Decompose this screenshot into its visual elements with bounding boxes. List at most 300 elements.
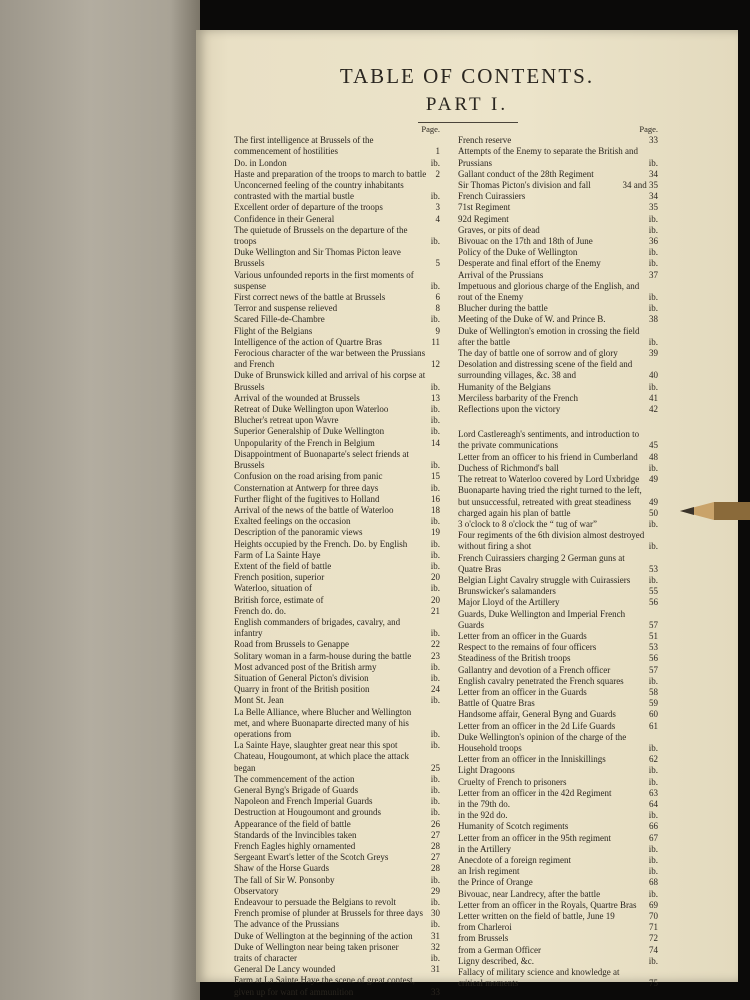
toc-entry — [234, 539, 440, 550]
toc-entry-title: Fallacy of military science and knowledge at critical moments — [458, 967, 620, 989]
toc-entry-page: 20 — [431, 594, 440, 605]
toc-entry-title: Various unfounded reports in the first moments of suspense — [234, 269, 414, 291]
toc-entry — [458, 788, 658, 799]
toc-entry-page: 6 — [435, 292, 440, 303]
toc-entry — [234, 751, 440, 773]
toc-entry-title: Haste and preparation of the troops to march to battle — [234, 168, 427, 179]
toc-entry — [234, 483, 440, 494]
toc-entry-title: 71st Regiment — [458, 202, 511, 213]
toc-entry — [458, 765, 658, 776]
toc-entry-title: General Byng's Brigade of Guards — [234, 784, 359, 795]
toc-entry-title: Waterloo, situation of — [234, 583, 313, 594]
toc-entry — [458, 326, 658, 348]
toc-entry-title: Most advanced post of the British army — [234, 661, 377, 672]
toc-entry — [458, 485, 658, 507]
toc-entry-page: 22 — [431, 639, 440, 650]
toc-entry-page: 37 — [649, 269, 658, 280]
toc-entry-page: 49 — [649, 474, 658, 485]
toc-entry — [234, 314, 440, 325]
toc-entry — [234, 852, 440, 863]
toc-entry-page: 12 — [431, 359, 440, 370]
toc-entry — [458, 519, 658, 530]
toc-entry-page: 61 — [649, 720, 658, 731]
toc-entry-page: 42 — [649, 404, 658, 415]
toc-entry-title: French reserve — [458, 135, 512, 146]
toc-entry-title: Merciless barbarity of the French — [458, 392, 578, 403]
toc-entry-page: ib. — [648, 462, 658, 473]
toc-entry-page: ib. — [430, 426, 440, 437]
toc-entry — [234, 707, 440, 741]
toc-entry-page: 24 — [431, 684, 440, 695]
toc-entry-title: French position, superior — [234, 572, 325, 583]
toc-entry-title: French Eagles highly ornamented — [234, 841, 356, 851]
toc-entry-title: Ferocious character of the war between the Prussians and French — [234, 348, 426, 370]
toc-entry-title: Sergeant Ewart's letter of the Scotch Greys — [234, 852, 389, 863]
toc-entry-title: Respect to the remains of four officers — [458, 642, 597, 653]
toc-entry-page: 14 — [431, 437, 440, 448]
toc-entry — [234, 942, 440, 953]
toc-entry-page: ib. — [648, 955, 658, 966]
toc-entry — [458, 180, 658, 191]
toc-entry-title: Intelligence of the action of Quartre Bras — [234, 336, 382, 347]
toc-entry-title: Desolation and distressing scene of the field and surrounding villages, &c. 38 and — [458, 359, 633, 381]
toc-entry-page: ib. — [648, 518, 658, 529]
page-column-label: Page. — [639, 124, 658, 134]
toc-entry-title: 3 o'clock to 8 o'clock the “ tug of war” — [458, 518, 597, 529]
toc-entry-page: 26 — [431, 818, 440, 829]
toc-entry — [458, 404, 658, 415]
toc-entry-title: Further flight of the fugitives to Holland — [234, 493, 380, 504]
toc-entry-title: Excellent order of departure of the troops — [234, 202, 383, 213]
toc-entry — [234, 572, 440, 583]
toc-entry-title: Letter from an officer in the Guards — [458, 686, 587, 697]
toc-entry — [458, 676, 658, 687]
toc-entry-page: ib. — [430, 314, 440, 325]
toc-entry-page: 49 — [649, 496, 658, 507]
toc-entry-page: ib. — [648, 843, 658, 854]
toc-entry — [458, 258, 658, 269]
toc-entry — [458, 553, 658, 575]
toc-entry-page: 28 — [431, 863, 440, 874]
toc-entry — [458, 866, 658, 877]
contents-column-right — [458, 124, 658, 989]
toc-entry-page: ib. — [648, 541, 658, 552]
toc-entry — [234, 785, 440, 796]
toc-entry-page: 8 — [435, 303, 440, 314]
toc-entry-title: in the 92d do. — [458, 810, 508, 821]
toc-entry-page: 13 — [431, 392, 440, 403]
toc-entry-title: the Prince of Orange — [458, 877, 533, 888]
toc-entry-page: 27 — [431, 829, 440, 840]
toc-entry-title: Humanity of the Belgians — [458, 381, 551, 392]
toc-entry — [234, 819, 440, 830]
toc-entry-title: Humanity of Scotch regiments — [458, 821, 569, 832]
toc-entry-title: an Irish regiment — [458, 866, 520, 877]
toc-entry-title: Attempts of the Enemy to separate the British and Prussians — [458, 146, 638, 168]
toc-entry-title: French Cuirassiers — [458, 191, 526, 202]
toc-entry-title: Appearance of the field of battle — [234, 818, 351, 829]
toc-entry — [458, 191, 658, 202]
toc-entry — [458, 777, 658, 788]
toc-entry — [458, 810, 658, 821]
toc-entry — [458, 732, 658, 754]
toc-entry — [234, 169, 440, 180]
title-rule — [418, 122, 518, 123]
toc-entry-title: Duke of Wellington at the beginning of the action — [234, 930, 413, 941]
toc-entry-page: ib. — [648, 574, 658, 585]
toc-entry — [234, 919, 440, 930]
toc-entry-page: 48 — [649, 451, 658, 462]
toc-entry-title: Flight of the Belgians — [234, 325, 313, 336]
toc-entry-title: Standards of the Invincibles taken — [234, 829, 357, 840]
toc-entry — [234, 449, 440, 471]
toc-entry-page: 32 — [431, 941, 440, 952]
toc-entry-title: The day of battle one of sorrow and of glory — [458, 348, 618, 359]
toc-entry — [234, 774, 440, 785]
toc-entry-page: 34 — [649, 168, 658, 179]
toc-entry-title: Cruelty of French to prisoners — [458, 776, 567, 787]
toc-entry-title: Disappointment of Buonaparte's select friends at Brussels — [234, 448, 409, 471]
toc-entry-page: ib. — [430, 773, 440, 784]
toc-entry — [458, 799, 658, 810]
toc-entry — [458, 508, 658, 519]
toc-entry-page: ib. — [648, 855, 658, 865]
toc-entry-page: 30 — [431, 908, 440, 919]
toc-entry — [458, 429, 658, 451]
toc-entry-title: Observatory — [234, 885, 279, 896]
toc-entry-page: 38 — [649, 314, 658, 325]
toc-entry-page: ib. — [430, 919, 440, 930]
toc-entry — [234, 796, 440, 807]
toc-entry-title: Retreat of Duke Wellington upon Waterloo — [234, 404, 389, 415]
toc-entry-title: The quietude of Brussels on the departure of the troops — [234, 224, 408, 247]
toc-entry — [458, 956, 658, 967]
toc-entry — [234, 158, 440, 169]
toc-entry-page: ib. — [430, 280, 440, 291]
toc-entry — [234, 326, 440, 337]
toc-entry-title: Road from Brussels to Genappe — [234, 639, 349, 650]
toc-entry — [458, 382, 658, 393]
toc-entry — [234, 438, 440, 449]
toc-entry-title: Duke Wellington and Sir Thomas Picton leave Brussels — [234, 247, 401, 269]
toc-entry-title: Gallant conduct of the 28th Regiment — [458, 168, 594, 179]
toc-entry-title: Arrival of the news of the battle of Waterloo — [234, 504, 394, 515]
toc-entry-title: Buonaparte having tried the right turned to the left, but unsuccessful, retreated with great steadiness — [458, 485, 642, 507]
toc-entry-page: ib. — [648, 224, 658, 235]
toc-entry-title: Gallantry and devotion of a French officer — [458, 664, 611, 675]
toc-entry — [458, 214, 658, 225]
toc-entry-page: ib. — [648, 258, 658, 269]
toc-entry — [234, 505, 440, 516]
toc-entry-page: 56 — [649, 597, 658, 608]
toc-entry-title: Shaw of the Horse Guards — [234, 863, 329, 874]
toc-entry-title: British force, estimate of — [234, 594, 324, 605]
toc-entry-title: Guards, Duke Wellington and Imperial French Guards — [458, 608, 626, 630]
toc-entry-title: Anecdote of a foreign regiment — [458, 855, 571, 865]
toc-entry — [458, 922, 658, 933]
toc-entry-page: ib. — [648, 381, 658, 392]
toc-entry-page: 63 — [649, 787, 658, 798]
toc-entry — [458, 359, 658, 381]
toc-entry-title: Farm of La Sainte Haye — [234, 549, 321, 560]
toc-entry — [458, 754, 658, 765]
toc-entry-title: Brunswicker's salamanders — [458, 586, 556, 597]
toc-entry-title: Steadiness of the British troops — [458, 653, 571, 664]
toc-entry-title: Letter from an officer in the 2d Life Guards — [458, 720, 616, 731]
page-column-label: Page. — [421, 124, 440, 134]
toc-entry-page: ib. — [648, 742, 658, 753]
toc-entry-page: 57 — [649, 619, 658, 630]
toc-entry-page: 29 — [431, 885, 440, 896]
toc-entry — [234, 404, 440, 415]
toc-entry-page: 75 — [649, 978, 658, 989]
toc-entry — [458, 900, 658, 911]
toc-entry-title: Napoleon and French Imperial Guards — [234, 796, 373, 807]
toc-entry — [458, 687, 658, 698]
toc-entry — [458, 631, 658, 642]
toc-entry-title: 92d Regiment — [458, 213, 509, 224]
toc-entry — [234, 695, 440, 706]
toc-entry — [458, 236, 658, 247]
toc-entry — [234, 651, 440, 662]
toc-entry-title: Duke of Wellington near being taken prisoner — [234, 941, 399, 952]
toc-entry-page: ib. — [648, 303, 658, 314]
pencil-tip-icon — [680, 500, 750, 522]
toc-entry-page: 45 — [649, 440, 658, 451]
toc-entry-title: Confidence in their General — [234, 213, 335, 224]
toc-entry — [458, 225, 658, 236]
toc-entry-page: ib. — [430, 191, 440, 202]
toc-entry — [458, 821, 658, 832]
toc-entry-title: Impetuous and glorious charge of the English, and rout of the Enemy — [458, 280, 640, 303]
toc-entry-page: 69 — [649, 899, 658, 910]
toc-entry-title: First correct news of the battle at Brussels — [234, 292, 386, 303]
toc-entry-title: traits of character — [234, 953, 297, 964]
toc-entry-title: Reflections upon the victory — [458, 404, 561, 415]
toc-entry-page: 55 — [649, 586, 658, 597]
toc-entry-page: 36 — [649, 236, 658, 247]
toc-entry-page: 70 — [649, 911, 658, 922]
toc-entry — [234, 135, 440, 157]
toc-entry-title: Letter from an officer in the 95th regiment — [458, 832, 612, 843]
toc-entry-page: ib. — [648, 810, 658, 821]
book-page — [196, 30, 738, 997]
toc-entry-page: 21 — [431, 605, 440, 616]
toc-entry-page: 4 — [435, 213, 440, 224]
toc-entry — [234, 202, 440, 213]
toc-entry — [458, 202, 658, 213]
toc-entry-page: 5 — [435, 258, 440, 269]
toc-entry — [458, 967, 658, 989]
toc-entry — [458, 877, 658, 888]
toc-entry-page: ib. — [430, 628, 440, 639]
toc-entry-page: ib. — [430, 695, 440, 706]
toc-entry-page: 60 — [649, 709, 658, 720]
toc-entry-page: 72 — [649, 933, 658, 944]
toc-entry-page: ib. — [430, 874, 440, 885]
toc-entry — [234, 807, 440, 818]
toc-entry-title: Farm at La Sainte Haye the scene of great contest, given up for want of ammunition — [234, 975, 415, 997]
toc-entry-page: 20 — [431, 572, 440, 583]
toc-entry — [458, 146, 658, 168]
toc-entry-title: Letter from an officer in the Inniskillings — [458, 754, 606, 765]
toc-entry-page: 25 — [431, 762, 440, 773]
toc-entry-page: 59 — [649, 698, 658, 709]
toc-entry-title: Desperate and final effort of the Enemy — [458, 258, 601, 269]
contents-column-left — [234, 124, 440, 998]
toc-entry — [458, 303, 658, 314]
toc-entry — [234, 370, 440, 392]
toc-entry-title: Exalted feelings on the occasion — [234, 516, 351, 527]
toc-entry-page: 64 — [649, 798, 658, 809]
toc-entry-page: 34 — [649, 191, 658, 202]
toc-entry-title: from Charleroi — [458, 922, 512, 933]
toc-entry-page: 18 — [431, 504, 440, 515]
toc-entry — [458, 653, 658, 664]
toc-entry — [458, 945, 658, 956]
toc-entry-page: 3 — [435, 202, 440, 213]
toc-entry-title: Policy of the Duke of Wellington — [458, 247, 578, 258]
toc-entry-page: ib. — [430, 953, 440, 964]
toc-entry — [234, 180, 440, 202]
toc-entry-title: Do. in London — [234, 157, 287, 168]
toc-entry — [234, 337, 440, 348]
toc-entry — [234, 214, 440, 225]
toc-entry-title: Battle of Quatre Bras — [458, 698, 535, 709]
toc-entry-page: 67 — [649, 832, 658, 843]
toc-entry-page: ib. — [430, 583, 440, 594]
toc-entry — [234, 303, 440, 314]
toc-entry — [234, 740, 440, 751]
toc-entry-page: ib. — [648, 157, 658, 168]
toc-entry-page: ib. — [430, 560, 440, 571]
toc-entry-page: ib. — [430, 549, 440, 560]
toc-entry — [234, 673, 440, 684]
toc-entry-title: Terror and suspense relieved — [234, 303, 338, 314]
toc-entry-title: Solitary woman in a farm-house during the battle — [234, 650, 412, 661]
toc-entry — [458, 586, 658, 597]
toc-entry-title: French do. do. — [234, 605, 286, 616]
toc-entry-title: Extent of the field of battle — [234, 560, 332, 571]
toc-entry — [234, 886, 440, 897]
toc-entry-page: ib. — [430, 740, 440, 751]
toc-entry-title: in the Artillery — [458, 843, 511, 854]
toc-entry-page: 71 — [649, 922, 658, 933]
toc-entry-title: Endeavour to persuade the Belgians to revolt — [234, 897, 396, 908]
toc-entry-page: ib. — [648, 336, 658, 347]
toc-entry-title: charged again his plan of battle — [458, 507, 571, 518]
toc-entry — [458, 855, 658, 866]
section-gap — [458, 415, 658, 429]
toc-entry — [458, 393, 658, 404]
toc-entry-title: Situation of General Picton's division — [234, 672, 369, 683]
toc-entry-page: 35 — [649, 202, 658, 213]
toc-entry-title: English commanders of brigades, cavalry, and infantry — [234, 616, 401, 639]
toc-entry — [458, 474, 658, 485]
toc-entry-page: 23 — [431, 650, 440, 661]
toc-entry — [234, 292, 440, 303]
toc-entry — [234, 841, 440, 852]
toc-entry-title: Light Dragoons — [458, 765, 515, 776]
toc-entry — [458, 247, 658, 258]
toc-entry-title: The commencement of the action — [234, 773, 355, 784]
toc-entry-page: 16 — [431, 493, 440, 504]
toc-entry — [234, 639, 440, 650]
toc-entry-title: Arrival of the wounded at Brussels — [234, 392, 360, 403]
toc-entry-title: Duke of Brunswick killed and arrival of his corpse at Brussels — [234, 370, 426, 392]
toc-entry-page: ib. — [430, 661, 440, 672]
toc-entry-page: 56 — [649, 653, 658, 664]
toc-entry-page: ib. — [430, 784, 440, 795]
toc-entry — [458, 281, 658, 303]
part-heading: PART I. — [425, 94, 509, 115]
toc-entry — [458, 135, 658, 146]
toc-entry — [234, 897, 440, 908]
toc-entry — [234, 415, 440, 426]
toc-entry — [234, 964, 440, 975]
toc-entry-title: Letter from an officer in the Royals, Quartre Bras — [458, 899, 637, 910]
toc-entry — [458, 270, 658, 281]
toc-entry-page: ib. — [648, 888, 658, 899]
toc-entry-page: 11 — [431, 336, 440, 347]
toc-entry — [234, 662, 440, 673]
toc-entry-page: 58 — [649, 686, 658, 697]
toc-entry — [458, 463, 658, 474]
toc-entry-page: 27 — [431, 852, 440, 863]
toc-entry-page: 57 — [649, 664, 658, 675]
toc-entry — [234, 931, 440, 942]
toc-entry-page: ib. — [648, 675, 658, 686]
toc-entry-page: ib. — [430, 415, 440, 426]
toc-entry-title: Superior Generalship of Duke Wellington — [234, 426, 385, 437]
toc-entry — [234, 516, 440, 527]
toc-entry-title: Mont St. Jean — [234, 695, 284, 706]
toc-entry — [234, 830, 440, 841]
toc-entry-page: 33 — [649, 135, 658, 146]
toc-entry-title: French Cuirassiers charging 2 German guns at Quatre Bras — [458, 552, 625, 574]
toc-entry-title: The first intelligence at Brussels of the commencement of hostilities — [234, 135, 374, 157]
toc-entry-page: ib. — [430, 796, 440, 807]
toc-entry — [234, 583, 440, 594]
toc-entry-title: Chateau, Hougoumont, at which place the attack began — [234, 751, 409, 773]
toc-entry-page: ib. — [430, 236, 440, 247]
toc-entry-title: Letter from an officer in the Guards — [458, 630, 587, 641]
toc-entry-title: Handsome affair, General Byng and Guards — [458, 709, 616, 720]
toc-entry-title: Unconcerned feeling of the country inhabitants contrasted with the martial bustle — [234, 180, 404, 202]
toc-entry — [458, 314, 658, 325]
toc-entry-page: ib. — [430, 538, 440, 549]
toc-entry — [234, 527, 440, 538]
toc-entry-page: 34 and 35 — [622, 180, 658, 191]
toc-entry-title: Letter from an officer in the 42d Regiment — [458, 787, 612, 798]
toc-entry-title: Blucher during the battle — [458, 303, 548, 314]
toc-entry — [234, 550, 440, 561]
toc-entry-title: Confusion on the road arising from panic — [234, 471, 383, 482]
toc-entry-page: 53 — [649, 642, 658, 653]
toc-entry — [234, 595, 440, 606]
toc-entry — [458, 575, 658, 586]
toc-entry-page: 31 — [431, 964, 440, 975]
toc-entry — [234, 606, 440, 617]
toc-entry-page: 74 — [649, 944, 658, 955]
toc-entry-title: The retreat to Waterloo covered by Lord Uxbridge — [458, 474, 640, 485]
toc-entry — [234, 247, 440, 269]
toc-entry-page: 62 — [649, 754, 658, 765]
toc-entry-page: ib. — [648, 866, 658, 877]
toc-entry-title: Unpopularity of the French in Belgium — [234, 437, 375, 448]
toc-entry-page: ib. — [648, 765, 658, 776]
page-title: TABLE OF CONTENTS. — [339, 64, 595, 88]
